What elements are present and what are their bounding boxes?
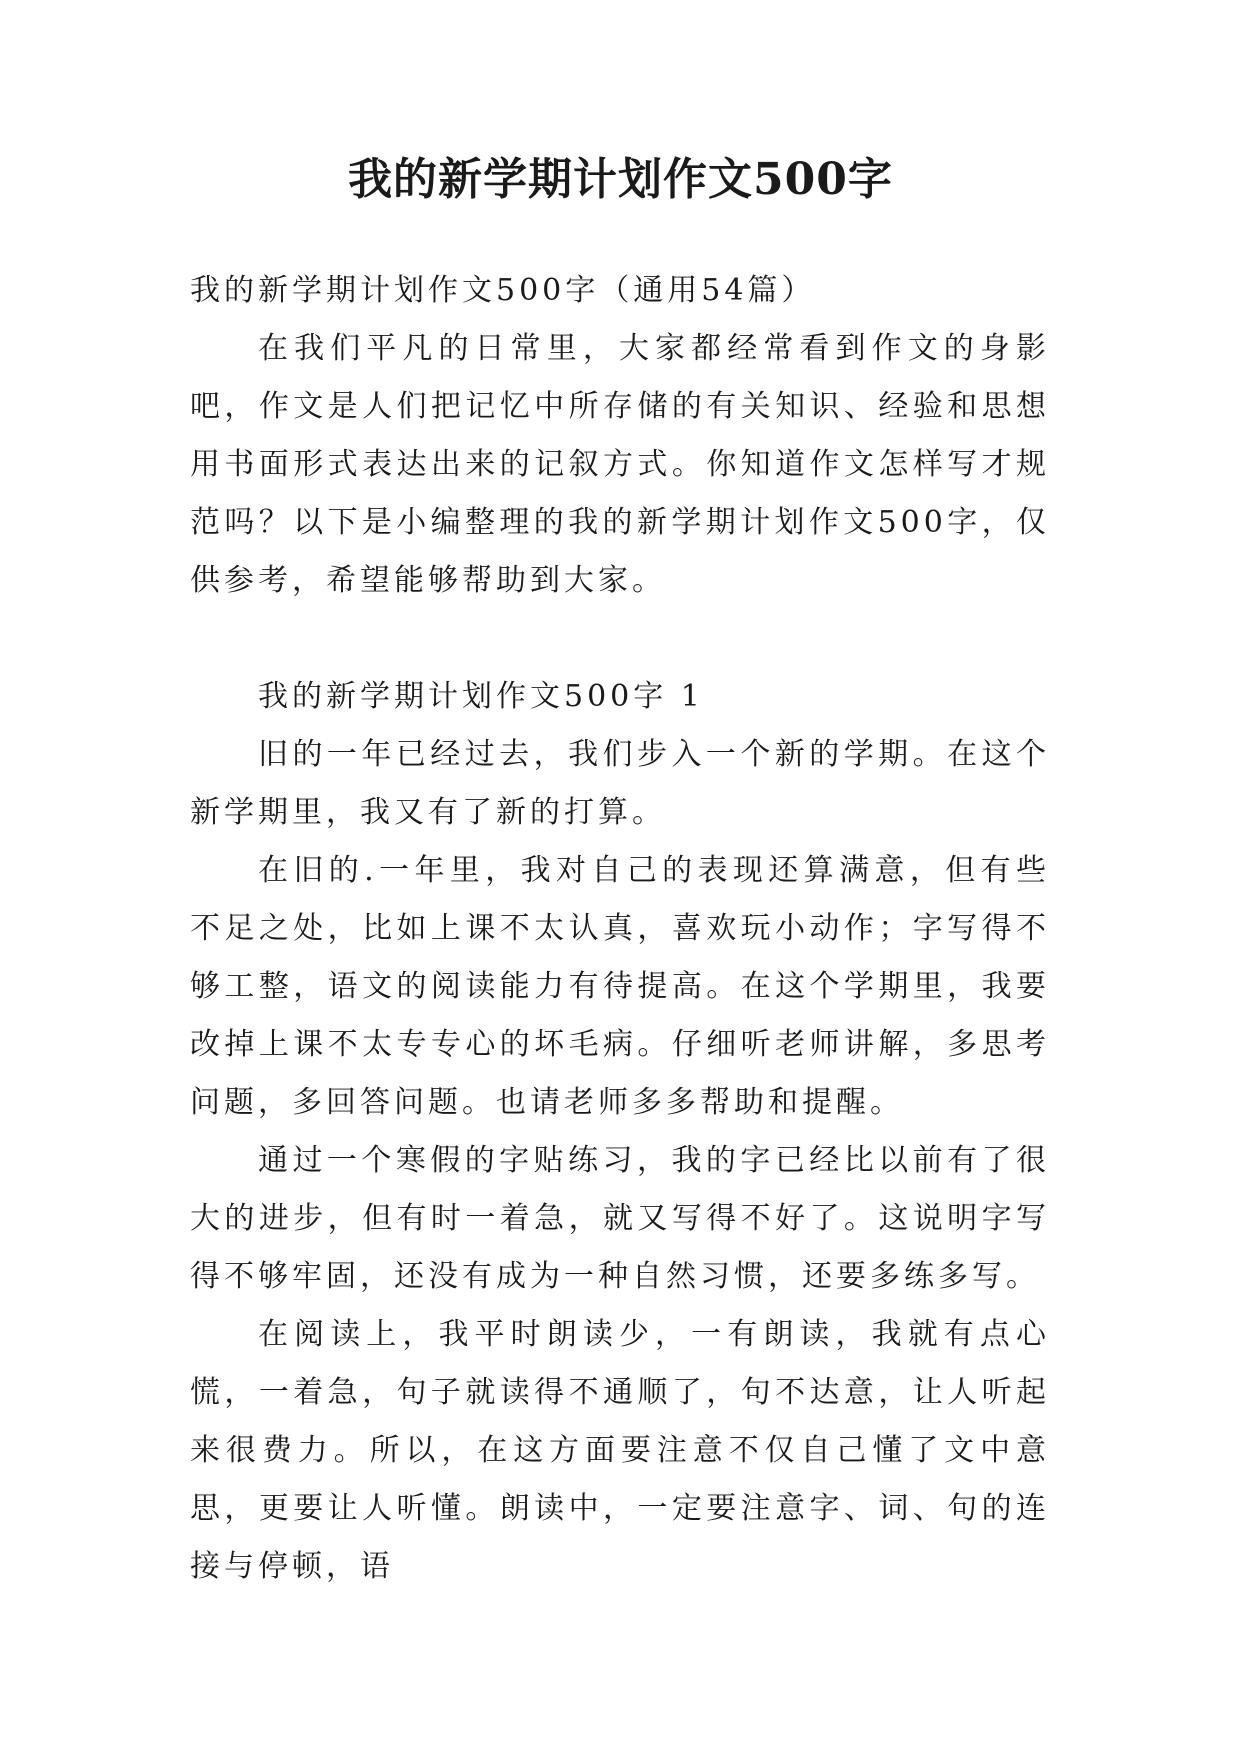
- document-body: [190, 262, 1050, 1596]
- essay-heading: 我的新学期计划作文500字 1: [258, 679, 704, 714]
- essay-paragraph-3: 通过一个寒假的字贴练习，我的字已经比以前有了很大的进步，但有时一着急，就又写得不好了。这说明字写得不够牢固，还没有成为一种自然习惯，还要多练多写。: [190, 1143, 1050, 1294]
- essay-paragraph-1: 旧的一年已经过去，我们步入一个新的学期。在这个新学期里，我又有了新的打算。: [190, 737, 1050, 830]
- essay-paragraph-4: 在阅读上，我平时朗读少，一有朗读，我就有点心慌，一着急，句子就读得不通顺了，句不达意，让人听起来很费力。所以，在这方面要注意不仅自己懂了文中意思，更要让人听懂。朗读中，一定要注意字、词、句的连接与停顿，语: [190, 1317, 1050, 1584]
- paragraph-spacer: [190, 610, 1050, 668]
- document-subtitle: 我的新学期计划作文500字（通用54篇）: [190, 273, 816, 308]
- intro-paragraph: 在我们平凡的日常里，大家都经常看到作文的身影吧，作文是人们把记忆中所存储的有关知识、经验和思想用书面形式表达出来的记叙方式。你知道作文怎样写才规范吗？以下是小编整理的我的新学期计划作文500字，仅供参考，希望能够帮助到大家。: [190, 331, 1050, 598]
- essay-paragraph-2: 在旧的.一年里，我对自己的表现还算满意，但有些不足之处，比如上课不太认真，喜欢玩小动作；字写得不够工整，语文的阅读能力有待提高。在这个学期里，我要改掉上课不太专专心的坏毛病。仔细听老师讲解，多思考问题，多回答问题。也请老师多多帮助和提醒。: [190, 853, 1050, 1120]
- document-title: 我的新学期计划作文500字: [348, 154, 893, 205]
